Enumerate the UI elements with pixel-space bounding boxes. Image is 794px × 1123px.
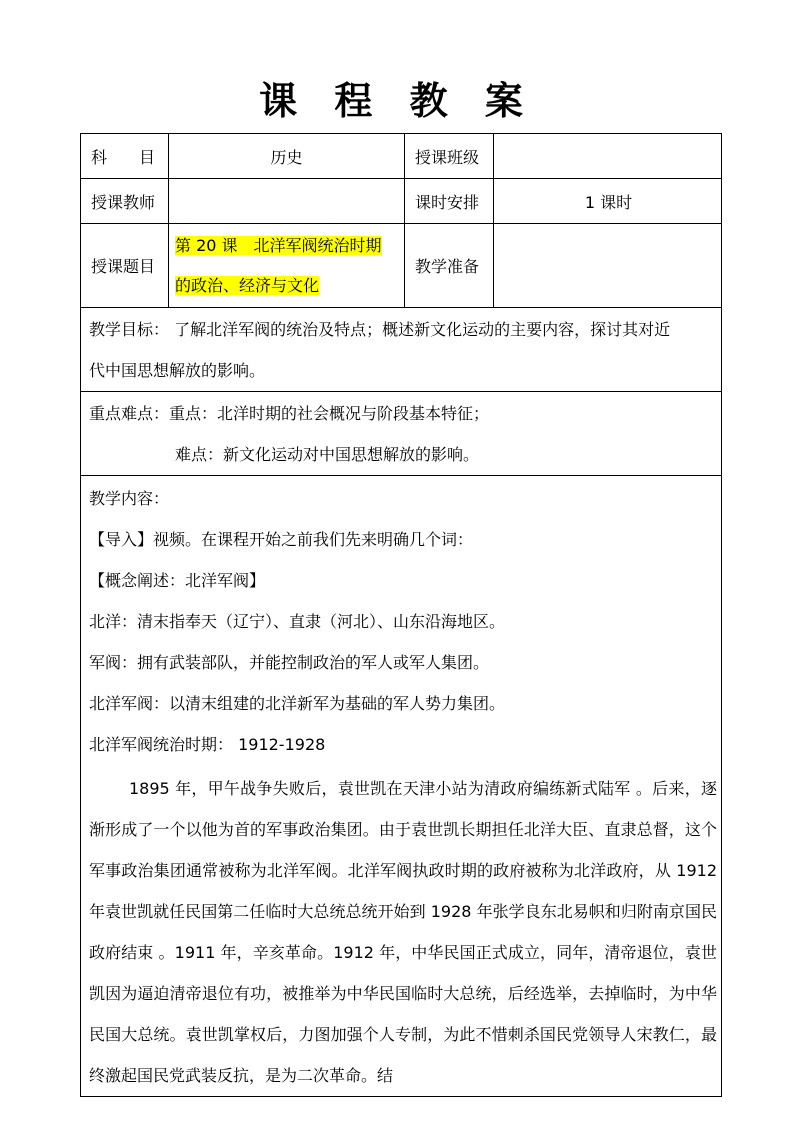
keypoints-line-2: 难点：新文化运动对中国思想解放的影响。 (175, 445, 480, 464)
topic-line-2: 的政治、经济与文化 (175, 276, 320, 295)
row-goals (81, 308, 721, 392)
content-intro: 【导入】视频。在课程开始之前我们先来明确几个词： (89, 530, 474, 549)
content-heading: 教学内容： (89, 489, 170, 508)
hours-value: 1 课时 (493, 179, 722, 223)
document-title: 课 程 教 案 (259, 79, 535, 123)
content-concept: 【概念阐述：北洋军阀】 (89, 571, 266, 590)
teacher-value (168, 179, 404, 223)
prep-label: 教学准备 (404, 224, 493, 307)
topic-label: 授课题目 (91, 257, 156, 276)
row-teacher (81, 179, 721, 224)
goals-line-2: 代中国思想解放的影响。 (89, 361, 266, 380)
teacher-label: 授课教师 (91, 192, 156, 212)
content-warlord: 军阀：拥有武装部队，并能控制政治的军人或军人集团。 (89, 653, 490, 672)
topic-line-1: 第 20 课 北洋军阀统治时期 (175, 236, 382, 255)
class-label: 授课班级 (404, 134, 493, 178)
content-beiyang-warlord: 北洋军阀：以清末组建的北洋新军为基础的军人势力集团。 (89, 694, 506, 713)
subject-label: 科 目 (91, 147, 156, 167)
hours-label: 课时安排 (404, 179, 493, 223)
content-paragraph: 1895 年，甲午战争失败后，袁世凯在天津小站为清政府编练新式陆军 。后来，逐渐形成了一个以他为首的军事政治集团。由于袁世凯长期担任北洋大臣、直隶总督，这个军事政治集团通常被称为北洋军阀。北洋军阀执政时期的政府被称为北洋政府，从 1912 年袁世凯就任民国第二任临时大总统总统开始到 1928 年张学良东北易帜和归附南京国民政府结束 。1911 年，辛亥革命。1912 年，中华民国正式成立，同年，清帝退位，袁世凯因为逼迫清帝退位有功，被推举为中华民国临时大总统，后经选举，去掉临时，为中华民国大总统。袁世凯掌权后，力图加强个人专制，为此不惜刺杀国民党领导人宋教仁，最终激起国民党武装反抗，是为二次革命。结 (89, 779, 717, 1085)
subject-value: 历史 (168, 134, 404, 178)
row-topic (81, 224, 721, 308)
content-period: 北洋军阀统治时期： 1912-1928 (89, 735, 326, 754)
row-keypoints (81, 392, 721, 476)
topic-value (168, 224, 404, 307)
prep-value (493, 224, 722, 307)
class-value (493, 134, 722, 178)
keypoints-line-1: 重点难点：重点：北洋时期的社会概况与阶段基本特征； (89, 404, 490, 423)
row-subject (81, 134, 721, 179)
content-beiyang: 北洋：清末指奉天（辽宁）、直隶（河北）、山东沿海地区。 (89, 612, 506, 631)
lesson-plan-table (80, 133, 722, 1097)
goals-line-1: 教学目标： 了解北洋军阀的统治及特点；概述新文化运动的主要内容，探讨其对近 (89, 320, 671, 339)
